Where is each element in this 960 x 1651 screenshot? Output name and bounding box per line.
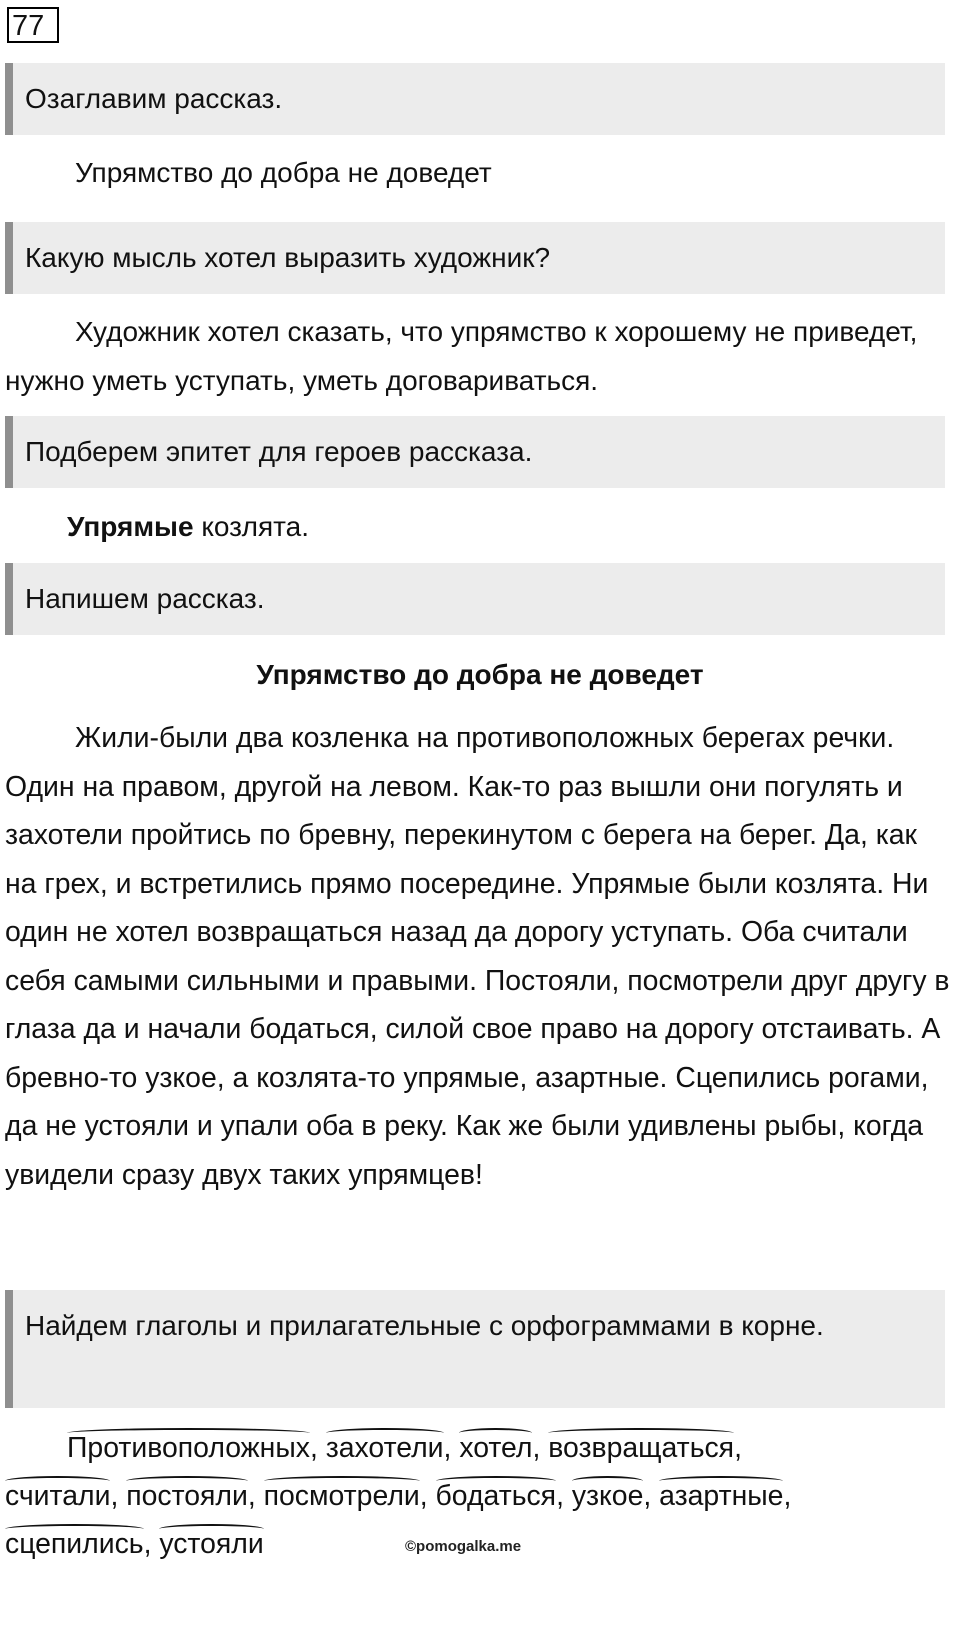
word-8: бодаться <box>436 1480 557 1512</box>
word-9: узкое <box>572 1480 644 1512</box>
question-title <box>5 63 945 135</box>
word-2: захотели <box>326 1432 444 1464</box>
answer-idea: Художник хотел сказать, что упрямство к хорошему не приведет, нужно уметь уступать, уметь договариваться. <box>5 316 918 396</box>
question-epithet <box>5 416 945 488</box>
question-idea <box>5 222 945 294</box>
question-title-text: Озаглавим рассказ. <box>25 83 283 114</box>
answer-title: Упрямство до добра не доведет <box>75 157 492 188</box>
story-title: Упрямство до добра не доведет <box>256 659 704 690</box>
epithet-word: Упрямые <box>67 511 194 542</box>
question-write-story-text: Напишем рассказ. <box>25 583 265 614</box>
story-text: Жили-были два козленка на противоположных берегах речки. Один на правом, другой на левом. Как-то раз вышли они погулять и захотели пройтись по бревну, перекинутом с берега на берег. Да, как на грех, и встретились прямо посередине. Упрямые были козлята. Ни один не хотел возвращаться назад да дорогу уступать. Оба считали себя самыми сильными и правыми. Постояли, посмотрели друг другу в глаза да и начали бодаться, силой свое право на дорогу отстаивать. А бревно-то узкое, а козлята-то упрямые, азартные. Сцепились рогами, да не устояли и упали оба в реку. Как же были удивлены рыбы, когда увидели сразу двух таких упрямцев! <box>5 722 950 1191</box>
word-4: возвращаться <box>548 1432 734 1464</box>
question-idea-text: Какую мысль хотел выразить художник? <box>25 242 551 273</box>
question-orthograms-text: Найдем глаголы и прилагательные с орфограммами в корне. <box>25 1310 824 1341</box>
word-12: устояли <box>159 1528 263 1560</box>
question-epithet-text: Подберем эпитет для героев рассказа. <box>25 436 533 467</box>
word-3: хотел <box>459 1432 532 1464</box>
orthogram-words: Противоположных, захотели, хотел, возвращаться, считали, постояли, посмотрели, бодаться, узкое, азартные, сцепились, устояли <box>5 1424 950 1568</box>
question-write-story <box>5 563 945 635</box>
watermark: ©pomogalka.me <box>405 1538 522 1555</box>
word-7: посмотрели <box>264 1480 420 1512</box>
word-1: Противоположных <box>67 1432 310 1464</box>
exercise-number: 77 <box>7 7 59 43</box>
question-orthograms <box>5 1290 945 1408</box>
word-11: сцепились <box>5 1528 144 1560</box>
word-6: постояли <box>126 1480 248 1512</box>
word-5: считали <box>5 1480 110 1512</box>
answer-epithet <box>5 502 960 552</box>
word-10: азартные <box>659 1480 783 1512</box>
epithet-rest: козлята. <box>193 511 310 542</box>
